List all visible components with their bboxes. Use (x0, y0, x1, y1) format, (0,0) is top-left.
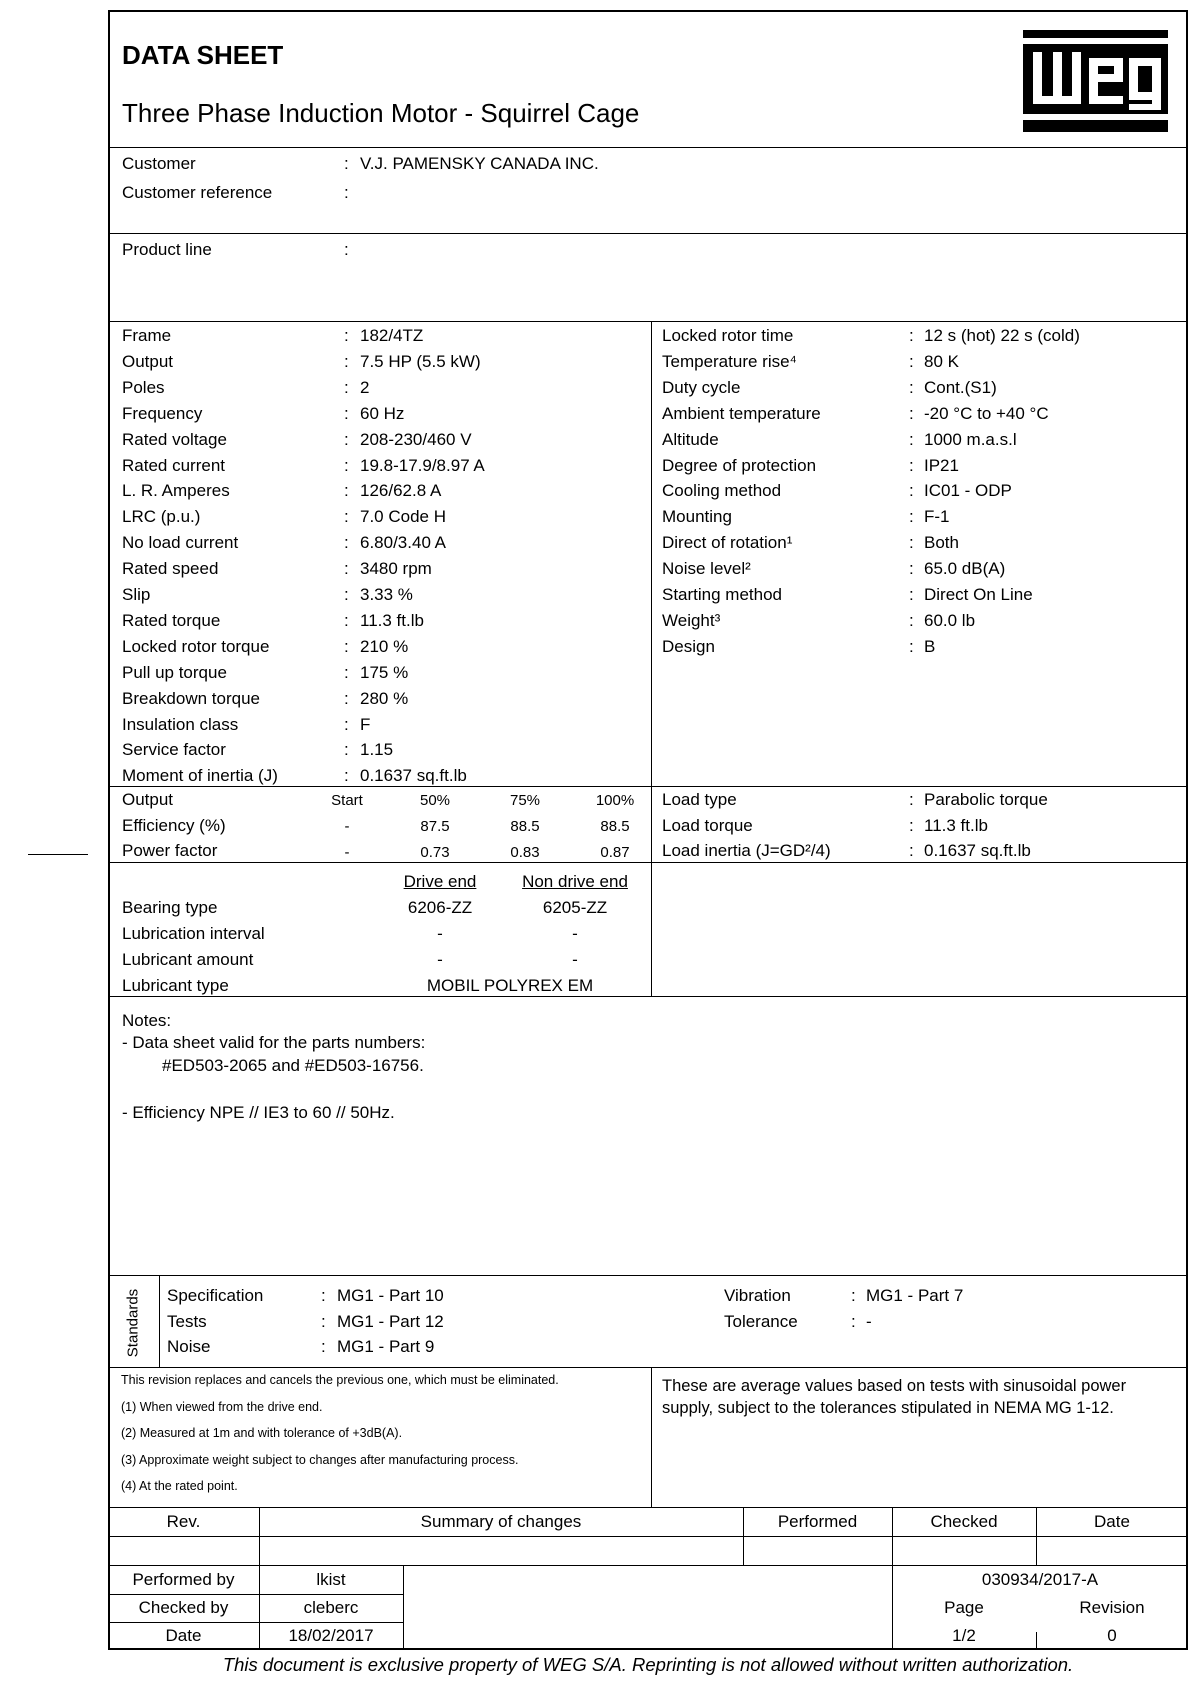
lubricant-type-value: MOBIL POLYREX EM (426, 976, 594, 995)
spec-value: 65.0 dB(A) (924, 559, 1006, 579)
divider (108, 1565, 1188, 1566)
spec-value: 3480 rpm (360, 559, 432, 579)
page-subtitle: Three Phase Induction Motor - Squirrel Cage (122, 98, 640, 128)
notes-heading: Notes: (122, 1011, 172, 1030)
spec-label: Starting method (662, 585, 783, 604)
load-label: Load torque (662, 815, 753, 835)
spec-label: Service factor (122, 740, 226, 760)
spec-label: Output (122, 351, 174, 371)
colon: : (344, 714, 349, 734)
spec-value: 6.80/3.40 A (360, 533, 447, 553)
customer-value: V.J. PAMENSKY CANADA INC. (360, 154, 599, 173)
spec-label: Rated voltage (122, 429, 227, 449)
spec-value: F-1 (924, 507, 950, 527)
bearing-drive-end-value: - (437, 924, 443, 943)
colon: : (909, 507, 914, 527)
colon: : (909, 815, 914, 835)
divider (108, 996, 1188, 997)
spec-value: 2 (360, 377, 370, 397)
page-number: 1/2 (952, 1626, 976, 1645)
spec-value: IC01 - ODP (924, 481, 1012, 501)
footnote: (4) At the rated point. (121, 1479, 238, 1493)
spec-value: 11.3 ft.lb (360, 610, 424, 630)
spec-value: 7.0 Code H (360, 507, 446, 527)
spec-value: 280 % (360, 688, 409, 708)
standard-label: Vibration (724, 1286, 791, 1305)
divider (108, 786, 1188, 787)
colon: : (344, 610, 349, 630)
divider (108, 321, 1188, 322)
bearing-drive-end-value: - (437, 950, 443, 969)
colon: : (344, 240, 349, 259)
footnote: (1) When viewed from the drive end. (121, 1399, 323, 1414)
colon: : (321, 1286, 326, 1305)
load-label: Load inertia (J=GD²/4) (662, 841, 831, 860)
standard-label: Noise (167, 1337, 211, 1356)
standards-divider (159, 1275, 160, 1367)
spec-label: Rated speed (122, 559, 219, 579)
divider (108, 862, 1188, 863)
spec-label: Frame (122, 326, 172, 345)
spec-label: Ambient temperature (662, 403, 821, 423)
divider (108, 1367, 1188, 1368)
load-label: Load type (662, 790, 737, 809)
colon: : (909, 585, 914, 604)
margin-mark (28, 854, 88, 855)
spec-value: 126/62.8 A (360, 481, 442, 501)
colon: : (344, 455, 349, 475)
load-header-75: 75% (509, 792, 541, 809)
divider (108, 1275, 1188, 1276)
load-value: Parabolic torque (924, 790, 1048, 809)
efficiency-100: 88.5 (600, 818, 630, 835)
power-factor-50: 0.73 (420, 844, 450, 861)
load-header-output: Output (122, 790, 174, 809)
checked-by-value: cleberc (303, 1598, 359, 1617)
spec-value: 210 % (360, 636, 409, 656)
standards-side-label-box (118, 1285, 148, 1360)
spec-value: 208-230/460 V (360, 429, 472, 449)
standard-label: Tolerance (724, 1311, 798, 1331)
spec-value: -20 °C to +40 °C (924, 403, 1049, 423)
colon: : (344, 507, 349, 527)
checked-by-label: Checked by (138, 1598, 229, 1617)
colon: : (344, 533, 349, 553)
notes-line-1: - Data sheet valid for the parts numbers: (122, 1033, 426, 1052)
standard-label: Specification (167, 1286, 264, 1305)
bearing-non-drive-end-value: - (572, 924, 578, 943)
bearing-label: Bearing type (122, 898, 218, 917)
standard-value: - (866, 1311, 872, 1331)
document-number: 030934/2017-A (981, 1570, 1099, 1589)
standard-value: MG1 - Part 7 (866, 1286, 964, 1305)
bearing-label: Lubricant amount (122, 950, 254, 969)
spec-value: Both (924, 533, 959, 553)
colon: : (344, 481, 349, 501)
spec-value: B (924, 636, 936, 656)
spec-value: IP21 (924, 455, 959, 475)
date-label: Date (165, 1626, 202, 1645)
colon: : (851, 1286, 856, 1305)
efficiency-start: - (344, 818, 350, 835)
spec-label: Degree of protection (662, 455, 817, 475)
load-header-100: 100% (595, 792, 635, 809)
spec-value: 19.8-17.9/8.97 A (360, 455, 485, 475)
colon: : (344, 326, 349, 345)
bearing-label: Lubrication interval (122, 924, 265, 943)
revision-number: 0 (1107, 1626, 1117, 1645)
spec-label: Rated torque (122, 610, 221, 630)
spec-value: 0.1637 sq.ft.lb (360, 766, 467, 786)
spec-label: Cooling method (662, 481, 782, 501)
spec-value: 182/4TZ (360, 326, 424, 345)
standard-value: MG1 - Part 12 (337, 1311, 444, 1331)
colon: : (344, 429, 349, 449)
colon: : (909, 326, 914, 345)
spec-label: Breakdown torque (122, 688, 260, 708)
colon: : (344, 740, 349, 760)
colon: : (321, 1311, 326, 1331)
colon: : (344, 183, 349, 202)
bearing-non-drive-end-value: 6205-ZZ (542, 898, 608, 917)
customer-reference-label: Customer reference (122, 183, 273, 202)
spec-label: Direct of rotation¹ (662, 533, 793, 553)
spec-label: LRC (p.u.) (122, 507, 201, 527)
spec-label: L. R. Amperes (122, 481, 230, 501)
divider (108, 147, 1188, 148)
colon: : (909, 377, 914, 397)
standards-side-label: Standards (124, 1288, 142, 1357)
revision-label: Revision (1079, 1598, 1145, 1617)
spec-label: Altitude (662, 429, 719, 449)
spec-value: 1000 m.a.s.l (924, 429, 1017, 449)
page-label: Page (944, 1598, 984, 1617)
average-values-note: These are average values based on tests with sinusoidal power supply, subject to the tolerances stipulated in NEMA MG 1-12. (662, 1377, 1127, 1417)
colon: : (344, 377, 349, 397)
load-value: 0.1637 sq.ft.lb (924, 841, 1031, 860)
colon: : (344, 559, 349, 579)
spec-value: Direct On Line (924, 585, 1033, 604)
colon: : (909, 790, 914, 809)
colon: : (909, 429, 914, 449)
spec-label: Mounting (662, 507, 732, 527)
power-factor-100: 0.87 (600, 844, 630, 861)
colon: : (344, 154, 349, 173)
footnote: This revision replaces and cancels the previous one, which must be eliminated. (121, 1373, 559, 1387)
spec-value: 12 s (hot) 22 s (cold) (924, 326, 1080, 345)
spec-label: Pull up torque (122, 662, 227, 682)
rev-header: Rev. (166, 1512, 201, 1531)
spec-value: 60.0 lb (924, 610, 976, 630)
colon: : (344, 766, 349, 786)
divider (108, 233, 1188, 234)
spec-label: Slip (122, 585, 151, 604)
spec-label: Frequency (122, 403, 203, 423)
spec-label: Locked rotor torque (122, 636, 270, 656)
colon: : (909, 481, 914, 501)
date-header: Date (1094, 1512, 1130, 1531)
lubricant-type-label: Lubricant type (122, 976, 229, 995)
checked-header: Checked (930, 1512, 998, 1531)
summary-header: Summary of changes (420, 1512, 582, 1531)
divider (108, 1507, 1188, 1508)
spec-label: Insulation class (122, 714, 239, 734)
bearing-non-drive-end-value: - (572, 950, 578, 969)
spec-value: Cont.(S1) (924, 377, 997, 397)
signoff-row-line (108, 1622, 403, 1623)
footnote: (2) Measured at 1m and with tolerance of +3dB(A). (121, 1426, 403, 1440)
standard-value: MG1 - Part 9 (337, 1337, 435, 1356)
customer-label: Customer (122, 154, 196, 173)
colon: : (909, 559, 914, 579)
load-header-start: Start (331, 792, 363, 809)
colon: : (344, 351, 349, 371)
signoff-col-line (403, 1565, 404, 1650)
spec-label: Rated current (122, 455, 225, 475)
non-drive-end-header: Non drive end (522, 872, 628, 891)
spec-value: F (360, 714, 371, 734)
performed-by-label: Performed by (132, 1570, 235, 1589)
colon: : (909, 533, 914, 553)
spec-label: Temperature rise⁴ (662, 351, 797, 371)
power-factor-75: 0.83 (510, 844, 540, 861)
spec-value: 60 Hz (360, 403, 405, 423)
power-factor-label: Power factor (122, 841, 218, 860)
spec-value: 7.5 HP (5.5 kW) (360, 351, 481, 371)
colon: : (321, 1337, 326, 1356)
spec-label: Poles (122, 377, 165, 397)
bearing-drive-end-value: 6206-ZZ (407, 898, 473, 917)
performed-by-value: lkist (316, 1570, 346, 1589)
colon: : (344, 636, 349, 656)
load-value: 11.3 ft.lb (924, 815, 988, 835)
efficiency-label: Efficiency (%) (122, 816, 226, 835)
standard-value: MG1 - Part 10 (337, 1286, 444, 1305)
signoff-row-line (108, 1594, 403, 1595)
standard-label: Tests (167, 1311, 207, 1331)
footer-disclaimer: This document is exclusive property of WEG S/A. Reprinting is not allowed without written authorization. (222, 1654, 1074, 1675)
weg-logo (1023, 30, 1168, 132)
colon: : (344, 585, 349, 604)
spec-label: Design (662, 636, 715, 656)
colon: : (344, 662, 349, 682)
colon: : (909, 403, 914, 423)
spec-label: Duty cycle (662, 377, 741, 397)
spec-value: 1.15 (360, 740, 394, 760)
column-divider (651, 1367, 652, 1507)
product-line-label: Product line (122, 240, 212, 259)
spec-value: 80 K (924, 351, 959, 371)
colon: : (909, 455, 914, 475)
spec-label: Moment of inertia (J) (122, 766, 278, 786)
efficiency-75: 88.5 (510, 818, 540, 835)
spec-value: 3.33 % (360, 585, 413, 604)
notes-line-2: #ED503-2065 and #ED503-16756. (162, 1056, 424, 1075)
column-divider (651, 321, 652, 996)
colon: : (909, 841, 914, 860)
load-header-50: 50% (419, 792, 451, 809)
notes-line-3: - Efficiency NPE // IE3 to 60 // 50Hz. (122, 1103, 395, 1122)
efficiency-50: 87.5 (420, 818, 450, 835)
rev-row-line (108, 1536, 1188, 1537)
drive-end-header: Drive end (403, 872, 477, 891)
spec-label: Locked rotor time (662, 326, 794, 345)
performed-header: Performed (777, 1512, 858, 1531)
colon: : (909, 351, 914, 371)
colon: : (344, 403, 349, 423)
colon: : (344, 688, 349, 708)
power-factor-start: - (344, 844, 350, 861)
colon: : (909, 636, 914, 656)
spec-label: No load current (122, 533, 239, 553)
spec-label: Noise level² (662, 559, 751, 579)
colon: : (909, 610, 914, 630)
spec-value: 175 % (360, 662, 409, 682)
spec-label: Weight³ (662, 610, 721, 630)
page-title: DATA SHEET (122, 40, 284, 70)
date-value: 18/02/2017 (288, 1626, 374, 1645)
footnote: (3) Approximate weight subject to changes after manufacturing process. (121, 1452, 519, 1467)
colon: : (851, 1311, 856, 1331)
